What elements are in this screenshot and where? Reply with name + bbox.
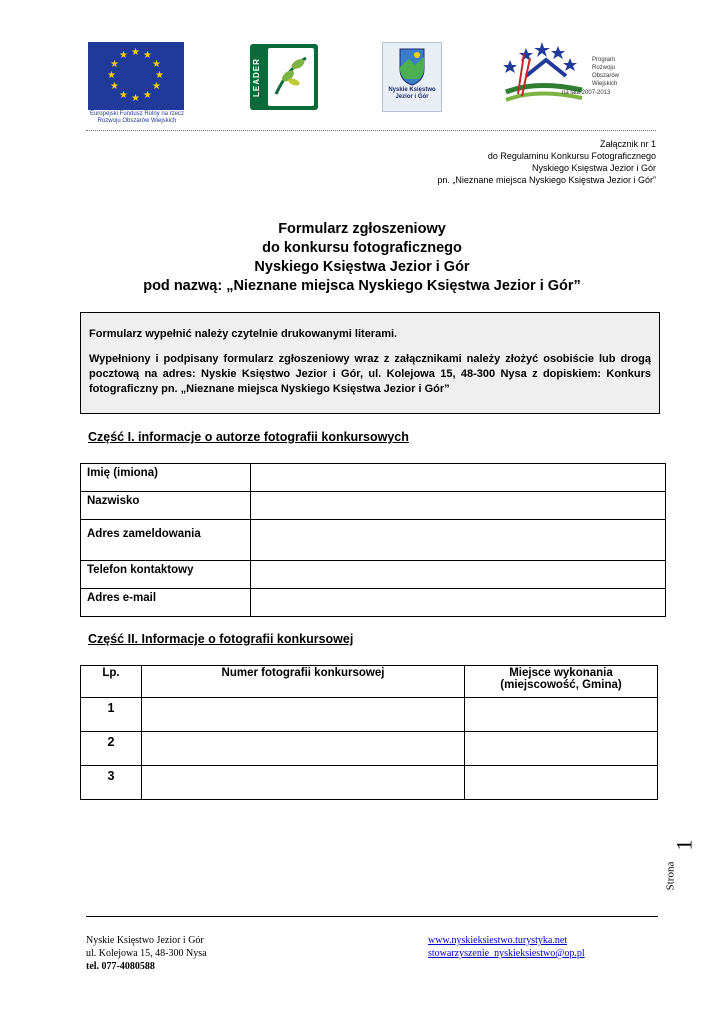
photo-place-field[interactable] (465, 766, 658, 800)
title-line-3: Nyskiego Księstwa Jezior i Gór (254, 259, 470, 275)
field-label: Imię (imiona) (81, 464, 251, 492)
nyskie-crest-logo (382, 42, 442, 112)
table-row (81, 561, 666, 589)
email-link[interactable]: stowarzyszenie_nyskieksiestwo@op.pl (428, 948, 585, 959)
footer-org: Nyskie Księstwo Jezior i Gór (86, 935, 204, 946)
page-word: Strona (664, 861, 677, 891)
page-digit: 1 (671, 839, 697, 851)
leader-label: LEADER (252, 58, 261, 98)
title-line-1: Formularz zgłoszeniowy (278, 221, 446, 237)
instruction-1: Formularz wypełnić należy czytelnie drukowanymi literami. (89, 328, 398, 340)
phone-field[interactable] (251, 561, 666, 589)
footer-contact (86, 934, 207, 973)
table-row (81, 766, 658, 800)
row-number: 3 (81, 766, 142, 800)
prow-name (592, 56, 619, 88)
form-title (62, 220, 662, 296)
title-line-2: do konkursu fotograficznego (262, 240, 462, 256)
table-header-row (81, 666, 658, 698)
footer-phone: tel. 077-4080588 (86, 961, 155, 972)
field-label: Nazwisko (81, 492, 251, 520)
column-header-lp: Lp. (81, 666, 142, 698)
page-number (664, 826, 714, 906)
column-header-place (465, 666, 658, 698)
crest-caption: Nyskie Księstwo Jezior i Gór (388, 87, 436, 100)
annex-line-4: pn. „Nieznane miejsca Nyskiego Księstwa Jezior i Gór” (437, 175, 656, 185)
photo-number-field[interactable] (142, 732, 465, 766)
table-row (81, 732, 658, 766)
prow-word-3: Obszarów (592, 73, 620, 79)
footer-divider (86, 916, 658, 917)
photo-place-field[interactable] (465, 732, 658, 766)
footer-address: ul. Kolejowa 15, 48-300 Nysa (86, 948, 207, 959)
table-row (81, 698, 658, 732)
eu-flag-logo: ★ ★ ★ ★ ★ ★ ★ ★ ★ ★ ★ ★ (88, 42, 184, 110)
column-header-number: Numer fotografii konkursowej (142, 666, 465, 698)
prow-word-4: Wiejskich (592, 81, 618, 87)
title-line-4: pod nazwą: „Nieznane miejsca Nyskiego Księstwa Jezior i Gór” (143, 278, 581, 294)
leader-logo (250, 44, 318, 110)
table-row (81, 520, 666, 561)
column-header-place-line1: Miejsce wykonania (509, 667, 613, 679)
email-field[interactable] (251, 589, 666, 617)
row-number: 2 (81, 732, 142, 766)
field-label: Adres e-mail (81, 589, 251, 617)
table-row (81, 464, 666, 492)
last-name-field[interactable] (251, 492, 666, 520)
header-divider (86, 130, 656, 131)
address-field[interactable] (251, 520, 666, 561)
photo-number-field[interactable] (142, 766, 465, 800)
prow-logo (496, 36, 628, 108)
prow-years: na lata 2007-2013 (562, 90, 611, 96)
prow-word-2: Rozwoju (592, 65, 616, 71)
author-info-table (80, 463, 666, 617)
annex-line-3: Nyskiego Księstwa Jezior i Gór (531, 163, 656, 173)
photo-number-field[interactable] (142, 698, 465, 732)
leader-emblem (268, 48, 314, 106)
first-name-field[interactable] (251, 464, 666, 492)
annex-line-1: Załącznik nr 1 (599, 139, 656, 149)
instruction-2: Wypełniony i podpisany formularz zgłoszeniowy wraz z załącznikami należy złożyć osobiście lub drogą pocztową na adres: Nyskie Księstwo Jezior i Gór, ul. Kolejowa 15, 48-300 Nysa z dopiskiem: Konkurs fotograficzny pn. „Nieznane miejsca Nyskiego Księstwa Jezior i Gór” (89, 353, 651, 395)
eu-fund-caption: Europejski Fundusz Rolny na rzecz Rozwoju Obszarów Wiejskich (89, 111, 185, 124)
prow-word-1: Program (592, 57, 616, 63)
field-label: Adres zameldowania (81, 520, 251, 561)
table-row (81, 492, 666, 520)
part2-heading: Część II. Informacje o fotografii konkursowej (88, 632, 354, 646)
annex-line-2: do Regulaminu Konkursu Fotograficznego (487, 151, 656, 161)
website-link[interactable]: www.nyskieksiestwo.turystyka.net (428, 935, 568, 946)
table-row (81, 589, 666, 617)
row-number: 1 (81, 698, 142, 732)
column-header-place-line2: (miejscowość, Gmina) (500, 679, 622, 691)
field-label: Telefon kontaktowy (81, 561, 251, 589)
instructions-box (80, 312, 660, 414)
photo-place-field[interactable] (465, 698, 658, 732)
annex-note (336, 138, 656, 186)
part1-heading: Część I. informacje o autorze fotografii konkursowych (88, 430, 409, 444)
footer-links (428, 934, 585, 960)
photo-info-table (80, 665, 658, 800)
